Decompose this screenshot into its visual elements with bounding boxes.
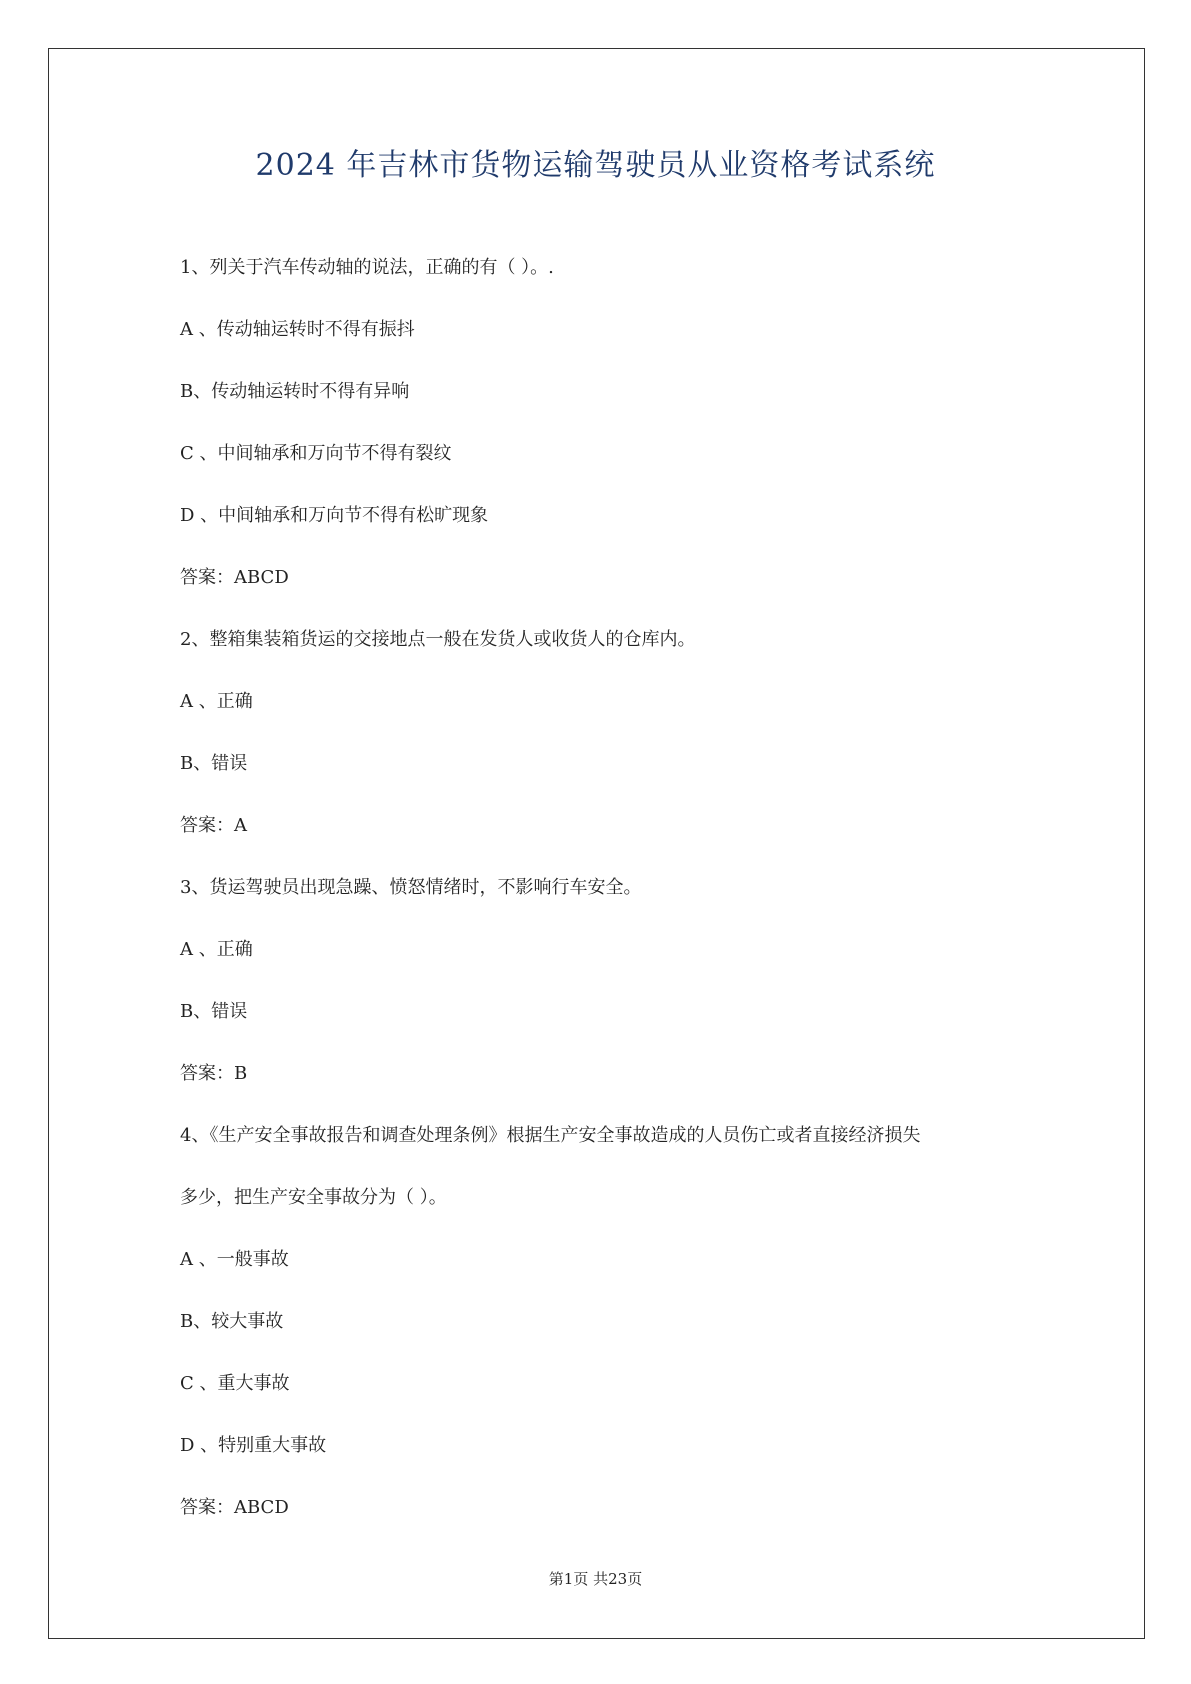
q4-option-c: C 、重大事故: [180, 1373, 290, 1394]
q4-option-a: A 、一般事故: [180, 1249, 289, 1270]
q1-answer: 答案：ABCD: [180, 567, 289, 588]
q1-option-c: C 、中间轴承和万向节不得有裂纹: [180, 443, 452, 464]
q1-option-b: B、传动轴运转时不得有异响: [180, 381, 410, 402]
q1-option-a: A 、传动轴运转时不得有振抖: [180, 319, 415, 340]
q3-answer: 答案：B: [180, 1063, 248, 1084]
question-1: 1、列关于汽车传动轴的说法，正确的有（ ）。.: [180, 257, 554, 278]
q1-option-d: D 、中间轴承和万向节不得有松旷现象: [180, 505, 489, 526]
q4-answer: 答案：ABCD: [180, 1497, 289, 1518]
page-footer: 第1页 共23页: [548, 1570, 643, 1588]
question-3: 3、货运驾驶员出现急躁、愤怒情绪时，不影响行车安全。: [180, 877, 642, 898]
q4-option-d: D 、特别重大事故: [180, 1435, 327, 1456]
q3-option-b: B、错误: [180, 1001, 248, 1022]
q2-option-a: A 、正确: [180, 691, 253, 712]
q2-answer: 答案：A: [180, 815, 247, 836]
question-4-cont: 多少，把生产安全事故分为（ ）。: [180, 1187, 447, 1208]
q2-option-b: B、错误: [180, 753, 248, 774]
q4-option-b: B、较大事故: [180, 1311, 284, 1332]
question-4: 4、《生产安全事故报告和调查处理条例》根据生产安全事故造成的人员伤亡或者直接经济损失: [180, 1125, 921, 1146]
page-title: 2024 年吉林市货物运输驾驶员从业资格考试系统: [255, 148, 936, 183]
q3-option-a: A 、正确: [180, 939, 253, 960]
question-2: 2、整箱集装箱货运的交接地点一般在发货人或收货人的仓库内。: [180, 629, 696, 650]
page-border: [48, 48, 1145, 1639]
